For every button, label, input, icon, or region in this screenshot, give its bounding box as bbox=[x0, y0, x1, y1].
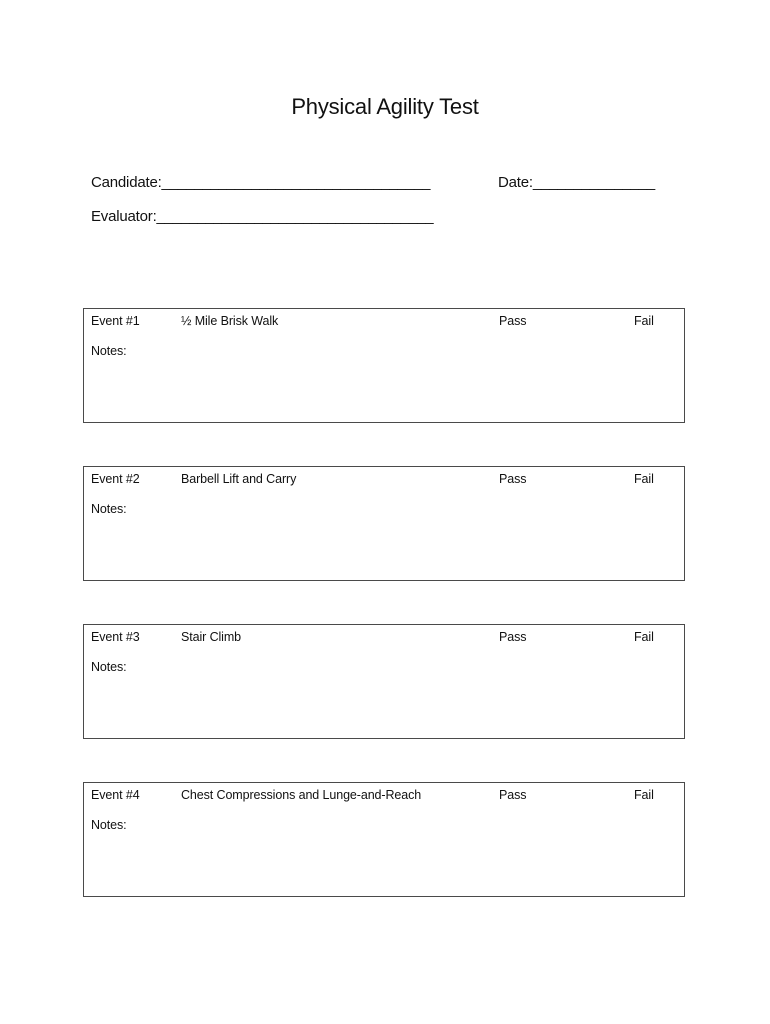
event-name: Chest Compressions and Lunge-and-Reach bbox=[181, 788, 422, 802]
candidate-field[interactable]: Candidate:_________________________________ bbox=[91, 174, 431, 191]
fail-option[interactable]: Fail bbox=[634, 630, 654, 644]
event-name: Barbell Lift and Carry bbox=[181, 472, 297, 486]
pass-option[interactable]: Pass bbox=[499, 314, 527, 328]
event-box-4 bbox=[83, 782, 685, 897]
event-name: Stair Climb bbox=[181, 630, 242, 644]
event-label: Event #3 bbox=[91, 630, 140, 644]
event-box-3 bbox=[83, 624, 685, 739]
fail-option[interactable]: Fail bbox=[634, 314, 654, 328]
fail-option[interactable]: Fail bbox=[634, 472, 654, 486]
page-title: Physical Agility Test bbox=[291, 94, 479, 119]
event-box-2 bbox=[83, 466, 685, 581]
event-label: Event #1 bbox=[91, 314, 140, 328]
event-box-1 bbox=[83, 308, 685, 423]
pass-option[interactable]: Pass bbox=[499, 472, 527, 486]
event-label: Event #2 bbox=[91, 472, 140, 486]
pass-option[interactable]: Pass bbox=[499, 788, 527, 802]
event-name: ½ Mile Brisk Walk bbox=[181, 314, 279, 328]
pass-option[interactable]: Pass bbox=[499, 630, 527, 644]
notes-label: Notes: bbox=[91, 502, 127, 516]
evaluator-field[interactable]: Evaluator:__________________________________ bbox=[91, 208, 434, 225]
fail-option[interactable]: Fail bbox=[634, 788, 654, 802]
notes-label: Notes: bbox=[91, 660, 127, 674]
date-field[interactable]: Date:_______________ bbox=[498, 174, 655, 191]
notes-label: Notes: bbox=[91, 344, 127, 358]
event-label: Event #4 bbox=[91, 788, 140, 802]
notes-label: Notes: bbox=[91, 818, 127, 832]
